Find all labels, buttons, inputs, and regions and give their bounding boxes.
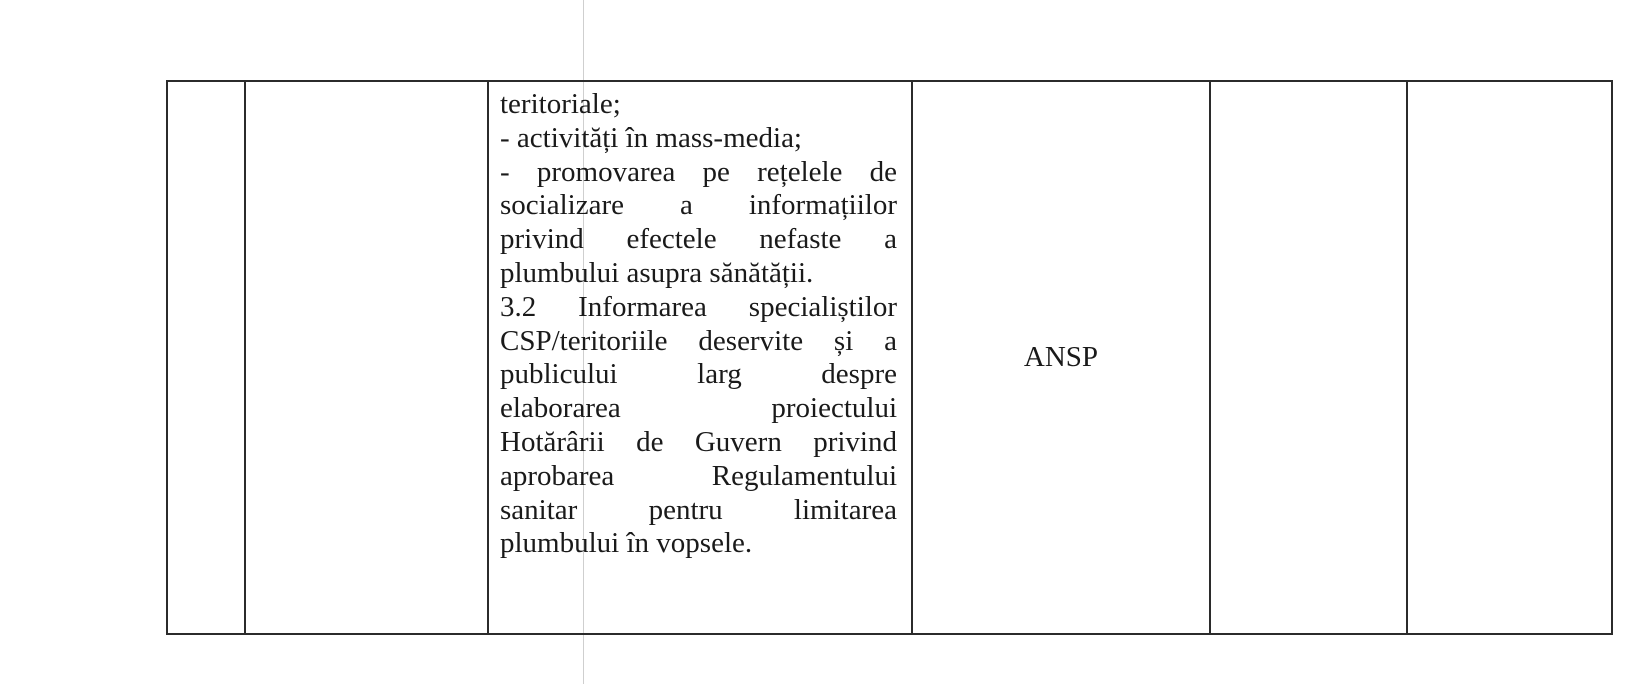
measures-line: publicului larg despre	[500, 358, 897, 391]
measures-line: plumbului asupra sănătății.	[500, 256, 814, 289]
measures-line: - promovarea pe rețelele de	[500, 155, 897, 188]
measures-line: privind efectele nefaste a	[500, 223, 897, 256]
number-cell	[167, 81, 245, 634]
action-plan-table	[166, 80, 1613, 635]
measures-line: aprobarea Regulamentului	[500, 459, 897, 492]
measures-cell	[488, 81, 912, 634]
measures-line: socializare a informațiilor	[500, 189, 897, 222]
objective-cell	[245, 81, 488, 634]
indicator-cell	[1407, 81, 1612, 634]
measures-line: - activități în mass-media;	[500, 121, 802, 154]
measures-line: plumbului în vopsele.	[500, 527, 753, 560]
measures-text	[489, 82, 911, 561]
measures-line: sanitar pentru limitarea	[500, 493, 897, 526]
deadline-cell	[1210, 81, 1407, 634]
measures-line: elaborarea proiectului	[500, 392, 897, 425]
measures-line: CSP/teritoriile deservite și a	[500, 324, 897, 357]
measures-line: Hotărârii de Guvern privind	[500, 425, 897, 458]
measures-line: 3.2 Informarea specialiștilor	[500, 290, 897, 323]
measures-line: teritoriale;	[500, 88, 621, 120]
table-row	[167, 81, 1612, 634]
responsible-cell: ANSP	[912, 81, 1210, 634]
